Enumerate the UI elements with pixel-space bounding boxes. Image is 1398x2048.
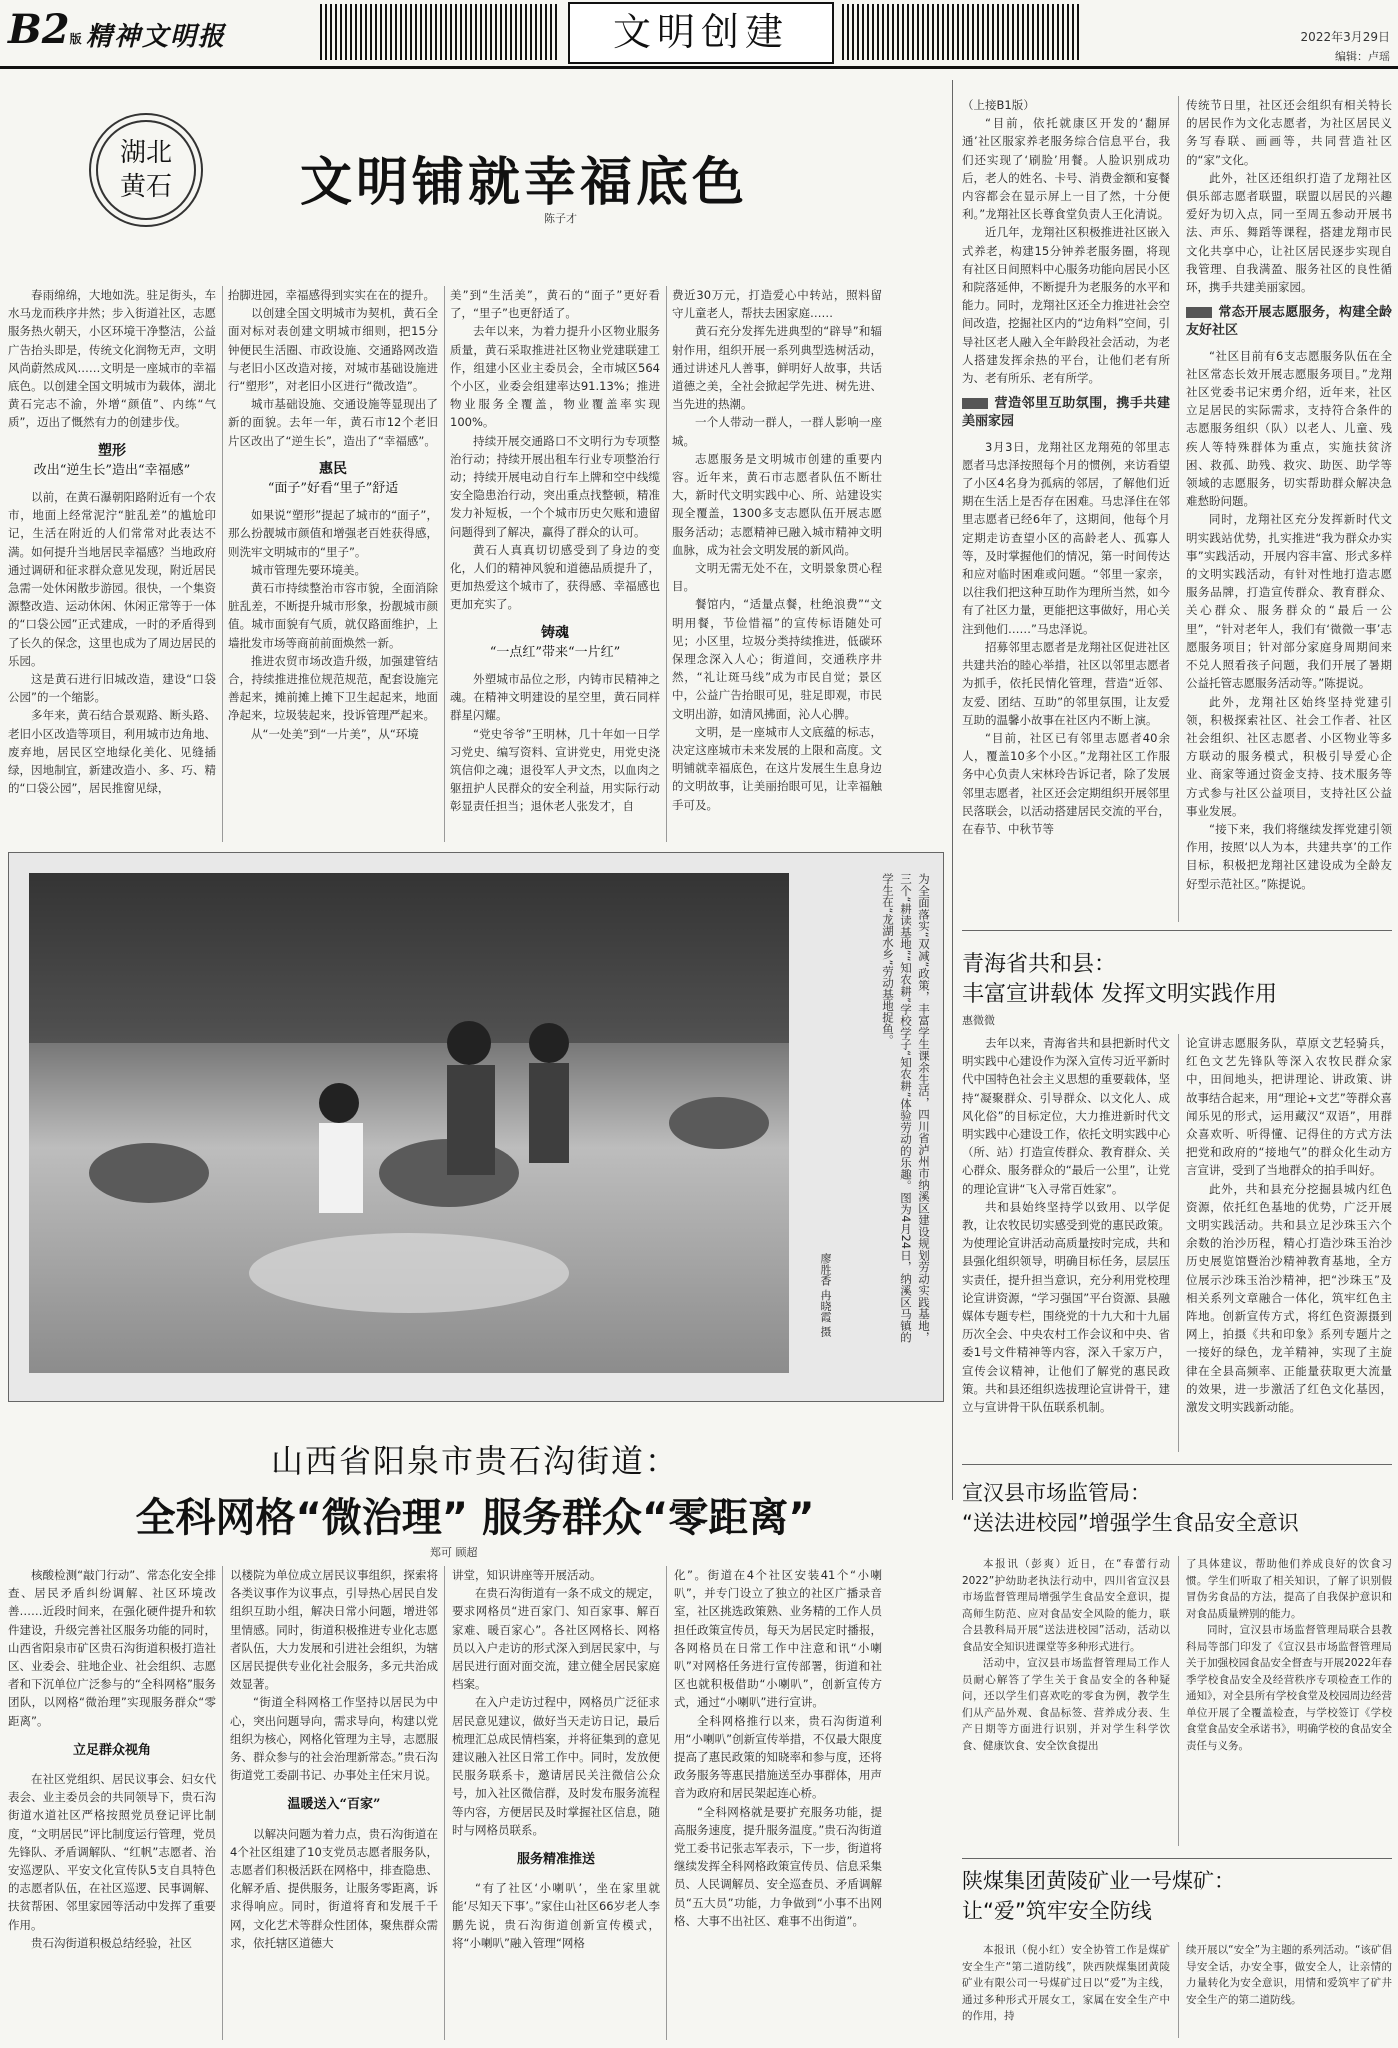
bar-icon [1186, 307, 1212, 318]
section-divider [962, 930, 1392, 931]
section-subhead: 服务精准推送 [516, 1852, 595, 1868]
news-photo [8, 852, 944, 1402]
article-column: 抬脚进园，幸福感得到实实在在的提升。 以创建全国文明城市为契机，黄石全面对标对表创建文明城市细则，把15分钟便民生活圈、市政设施、交通路网改造与老旧小区改造对接，对城市基础设施进行“塑形”，对老旧小区进行“微改造”。 城市基础设施、交通设施等显现出了新的面貌。去年一年，黄石市12个老旧片区改出了“逆生长”，造出了“幸福感”。 惠民 “面子”好看“里子”舒适 如果说“塑形”提起了城市的“面子”，那么扮靓城市颜值和增强老百姓获得感，则洗牢文明城市的“里子”。 城市管理先要环境美。 黄石市持续整治市容市貌，全面消除脏乱差，不断提升城市形象，扮靓城市颜值。城市面貌有气质，就仅路面维护，上墙批发市场等商前前面焕然一新。 推进农贸市场改造升级，加强建管结合，持续推进推位规范规范，配套设施完善起来，摊前摊上摊下卫生起起来，地面净起来，垃圾装起来，投诉管理严起来。 从“一处美”到“一片美”，从“环境 [228, 288, 438, 741]
header-stripes-right [842, 4, 1080, 60]
article-column: 以楼院为单位成立居民议事组织，探索将各类议事作为议事点，引导热心居民自发组织互助小组，解决日常小问题，增进邻里情感。同时，街道积极推进专业化志愿者队伍，大力发展和引进社会组织，为辖区居民提供专业化社会服务，多元共治成效显著。 “街道全科网格工作坚持以居民为中心，突出问题导向，需求导向，构建以党组织为核心，网格化管理为主导，志愿服务、群众参与的社会治理新常态。”贵石沟街道党工委副书记、办事处主任宋月说。 温暖送入“百家” 以解决问题为着力点，贵石沟街道在4个社区组建了10支党员志愿者服务队，志愿者们积极活跃在网格中，排查隐患、化解矛盾、提供服务，让服务零距离，诉求得响应。同时，街道将育和发展千千网，文化艺术等群众性团体，聚焦群众需求，依托辖区道德大 [230, 1568, 438, 1950]
column-rule [952, 80, 953, 1500]
article-column: 讲堂，知识讲座等开展活动。 在贵石沟街道有一条不成文的规定，要求网格员“进百家门、知百家事、解百家难、暖百家心”。各社区网格长、网格员以入户走访的形式深入到居民家中，与居民进行面对面交流，建立健全居民家庭档案。 在入户走访过程中，网格员广泛征求居民意见建议，做好当天走访日记，最后梳理汇总成民情档案，并将征集到的意见建议融入社区日常工作中。同时，发放便民服务联系卡，邀请居民关注微信公众号，加入社区微信群，及时发布服务流程等内容，方便居民及时掌握社区信息，随时与网格员联系。 服务精准推送 “有了社区‘小喇叭’，坐在家里就能‘尽知天下事’。”家住山社区66岁老人李鹏先说，贵石沟街道创新宣传模式，将“小喇叭”融入管理“网格 [452, 1568, 660, 1950]
article-byline: 陈子才 [544, 212, 577, 225]
region-stamp: 湖北 黄石 [96, 120, 196, 220]
column-rule [222, 1566, 223, 2040]
article-column: 本报讯（倪小红）安全协管工作是煤矿安全生产“第二道防线”，陕西陕煤集团黄陵矿业有限公司一号煤矿过日以“爱”为主线，通过多种形式开展女工，家属在安全生产中的作用，持 [962, 1944, 1170, 2022]
section-divider [962, 1858, 1392, 1859]
section-subhead: 营造邻里互助氛围，携手共建美丽家园 [962, 396, 1170, 430]
article-column: 本报讯（彭爽）近日，在“春蕾行动2022”护幼助老执法行动中，四川省宣汉县市场监督管理局增强学生食品安全意识，提高师生防范、应对食品安全风险的能力，联合县教科局开展“送法进校园”活动，活动以食品安全知识进课堂等多种形式进行。 活动中，宣汉县市场监督管理局工作人员耐心解答了学生关于食品安全的各种疑问，还以学生们喜欢吃的零食为例，教学生们从产品外观、食品标签、营养成分表、生产日期等方面进行识别，并对学生科学饮食、健康饮食、安全饮食提出 [962, 1558, 1170, 1752]
column-rule [666, 286, 667, 842]
article-column: 了具体建议，帮助他们养成良好的饮食习惯。学生们听取了相关知识，了解了识别假冒伪劣食品的方法，提高了自我保护意识和对食品质量辨别的能力。 同时，宣汉县市场监督管理局联合县教科局等部门印发了《宣汉县市场监督管理局关于加强校园食品安全督查与开展2022年春季学校食品安全及经营秩序专项检查工作的通知》，对全县所有学校食堂及校园周边经营单位开展了全覆盖检查，与学校签订《学校食堂食品安全承诺书》，明确学校的食品安全责任与义务。 [1186, 1558, 1392, 1752]
article-headline: 全科网格“微治理” 服务群众“零距离” [135, 1495, 815, 1541]
article-column: 春雨绵绵，大地如洗。驻足街头，车水马龙而秩序井然；步入街道社区，志愿服务热火朝天，小区环境干净整洁，公益广告抬头即是，传统文化润物无声，文明风尚蔚然成风……文明是一座城市的幸福底色。以创建全国文明城市为载体，湖北黄石完志不渝，外增“颜值”、内练“气质”，迈出了慨然有力的创建步伐。 塑形 改出“逆生长”造出“幸福感” 以前，在黄石瀑朝阳路附近有一个农市，地面上经常泥泞“脏乱差”的尴尬印记，生活在附近的人们常常对此表达不满。如何提升当地居民幸福感？当地政府通过调研和征求群众意见发现，附近居民急需一处休闲散步游园。很快，一个集资源整改造、运动休闲、休闲正常等于一体的“口袋公园”正式建成，一时的矛盾得到了长久的保念，这里也成为了周边居民的乐园。 这是黄石进行旧城改造，建设“口袋公园”的一个缩影。 多年来，黄石结合景观路、断头路、老旧小区改造等项目，利用城市边角地、废弃地，居民区空地绿化美化、见缝插绿，因地制宜，新建改造小、多、巧、精的“口袋公园”，居民推窗见绿， [8, 288, 216, 796]
section-subhead: 塑形 [98, 442, 126, 459]
issue-date: 2022年3月29日 [1300, 30, 1390, 44]
column-rule [1178, 96, 1179, 922]
article-byline: 惠微微 [962, 1014, 995, 1027]
column-rule [444, 286, 445, 842]
article-headline: 文明铺就幸福底色 [300, 153, 749, 213]
article-column: 核酸检测“敲门行动”、常态化安全排查、居民矛盾纠纷调解、社区环境改善……近段时间来，在强化硬件提升和软件建设，升级完善社区服务功能的同时，山西省阳泉市矿区贵石沟街道积极打造社区、业委会、驻地企业、社会组织、志愿者和下沉单位广泛参与的“全科网格”服务团队，以网格“微治理”实现服务群众“零距离”。 立足群众视角 在社区党组织、居民议事会、妇女代表会、业主委员会的共同领导下，贵石沟街道水道社区严格按照党员登记评比制度，“文明居民”评比制度运行管理，党员先锋队、矛盾调解队、“红帆”志愿者、治安巡逻队、平安文化宣传队5支自具特色的志愿者队伍，在社区巡逻、民事调解、扶贫帮困、邻里家园等活动中发挥了重要作用。 贵石沟街道积极总结经验，社区 [8, 1568, 216, 1950]
article-headline: 青海省共和县： 丰富宣讲载体 发挥文明实践作用 [962, 952, 1277, 1007]
article-column: 论宣讲志愿服务队，草原文艺轻骑兵，红色文艺先锋队等深入农牧民群众家中，田间地头，把讲理论、讲政策、讲故事结合起来，用“理论+文艺”等群众喜闻乐见的形式，运用藏汉“双语”，用群众喜欢听、听得懂、记得住的方式方法把党和政府的“接地气”的群众化生动方言宣讲，受到了当地群众的拍手叫好。 此外，共和县充分挖掘县城内红色资源，依托红色基地的优势，广泛开展文明实践活动。共和县立足沙珠玉六个余数的治沙历程，精心打造沙珠玉治沙历史展览馆暨治沙精神教育基地，全方位展示沙珠玉治沙精神，把“沙珠玉”及相关系列文章融合一体化，筑牢红色主阵地。创新宣传方式，将红色资源摄到网上，拍摄《共和印象》系列专题片之一接好的绿色，龙羊精神，实现了主旋律在全县高频率、正能量获取更大流量的效果，进一步激活了红色文化基因，激发文明实践新动能。 [1186, 1036, 1392, 1415]
article-kicker: 山西省阳泉市贵石沟街道： [270, 1442, 679, 1480]
section-subhead: 常态开展志愿服务，构建全龄友好社区 [1186, 305, 1392, 339]
header-rule [0, 66, 1398, 69]
editor-credit: 编辑：卢瑶 [1335, 50, 1390, 63]
header-stripes-left [320, 4, 558, 60]
column-rule [1178, 1942, 1179, 2038]
masthead: 精神文明报 [86, 22, 227, 52]
photo-credit: 廖胜香 冉晓霞 摄 [819, 1253, 832, 1337]
article-column: 续开展以“安全”为主题的系列活动。“该矿倡导安全话，办安全事，做安全人，让亲情的力量转化为安全意识，用情和爱筑牢了矿井安全生产的第二道防线。 [1186, 1944, 1392, 2006]
article-column: 美”到“生活美”，黄石的“面子”更好看了，“里子”也更舒适了。 去年以来，为着力提升小区物业服务质量，黄石采取推进社区物业党建联建工作，组建小区业主委员会，全市城区564个小区，业委会组建率达91.13%；推进物业服务全覆盖，物业覆盖率实现100%。 持续开展交通路口不文明行为专项整治行动；持续开展出租车行业专项整治行动；持续开展电动自行车上牌和空中线缆安全隐患治行动，突出重点找整顿，精准发力补短板，一个个城市历史欠账和遗留问题得到了解决，赢得了群众的认可。 黄石人真真切切感受到了身边的变化，人们的精神风貌和道德品质提升了，更加热爱这个城市了，获得感、幸福感也更加充实了。 铸魂 “一点红”带来“一片红” 外塑城市品位之形，内铸市民精神之魂。在精神文明建设的星空里，黄石同样群星闪耀。 “党史爷爷”王明林，几十年如一日学习党史、编写资料、宣讲党史，用党史浇筑信仰之魂；退役军人尹文杰，以血肉之躯扭护人民群众的安全利益，用实际行动彰显责任担当；退休老人张发才，自 [450, 288, 660, 814]
children-catching-fish-photo [29, 873, 789, 1373]
section-subhead: 温暖送入“百家” [287, 1797, 381, 1813]
article-column: （上接B1版） “目前，依托就康区开发的‘翻屏通’社区服家养老服务综合信息平台，我们还实现了‘刷脸’用餐。人脸识别成功后，老人的姓名、卡号、消费金额和宴餐内容都会在显示屏上一目了然，十分便利。”龙翔社区长尊食堂负责人王化清说。 近几年，龙翔社区积极推进社区嵌入式养老，构建15分钟养老服务圈，将现有社区日间照料中心服务功能向居民小区和院落延伸，不断提升为老服务的水平和能力。同时，龙翔社区还全力推进社会空间改造，挖掘社区内的“边角料”空间，引导社区老人融入全年龄段社会活动，为老人搭建发挥余热的平台，让他们老有所为、老有所乐、老有所学。 营造邻里互助氛围，携手共建美丽家园 3月3日，龙翔社区龙翔苑的邻里志愿者马忠泽按照每个月的惯例，来访看望了小区4名身为孤病的邻居，了解他们近期在生活上是否存在困难。马忠泽住在邻里志愿者已经6年了，这期间，他每个月定期走访查望小区的高龄老人、孤寡人等，及时掌握他们的情况，第一时间传达和应对临时困难或问题。“邻里一家亲，以往我们把这种互助作为理所当然，如今有了社区力量，更能把这事做好，用心关注到他们……”马忠泽说。 招募邻里志愿者是龙翔社区促进社区共建共治的睦心举措，社区以邻里志愿者为抓手，依托民情化管理，营造“近邻、友爱、团结、互助”的邻里氛围，让友爱互助的温馨小故事在社区内不断上演。 “目前，社区已有邻里志愿者40余人，覆盖10多个小区。”龙翔社区工作服务中心负责人宋林玲告诉记者，除了发展邻里志愿者，社区还会定期组织开展邻里民落联会，以活动搭建居民交流的平台，在春节、中秋节等 [962, 98, 1170, 836]
section-divider [962, 1464, 1392, 1465]
continued-label: （上接B1版） [962, 98, 1035, 112]
section-subhead: 铸魂 [541, 624, 569, 641]
page-number: B2版 [8, 6, 82, 53]
section-title: 文明创建 [568, 2, 834, 64]
bar-icon [962, 398, 988, 409]
article-column: 化”。街道在4个社区安装41个“小喇叭”，并专门设立了独立的社区广播录音室，社区挑选政策熟、业务精的工作人员担任政策宣传员，每天为居民定时播报，各网格员在日常工作中注意和讯“小喇叭”对网格任务进行宣传部署，街道和社区也就积极借助“小喇叭”，创新宣传方式，通过“小喇叭”进行宣讲。 全科网格推行以来，贵石沟街道利用“小喇叭”创新宣传举措，不仅最大限度提高了惠民政策的知晓率和参与度，还将政务服务等惠民措施送至办事群体，用声音为政府和居民架起连心桥。 “全科网格就是要扩充服务功能，提高服务速度，提升服务温度。”贵石沟街道党工委书记张志军表示，下一步，街道将继续发挥全科网格政策宣传员、信息采集员、人民调解员、安全巡查员、矛盾调解员“五大员”功能，力争做到“小事不出网格、大事不出社区、难事不出街道”。 [674, 1568, 882, 1928]
section-subhead: 改出“逆生长”造出“幸福感” [33, 462, 191, 478]
column-rule [222, 286, 223, 842]
article-headline: 陕煤集团黄陵矿业一号煤矿： 让“爱”筑牢安全防线 [962, 1869, 1235, 1923]
article-headline: 宣汉县市场监管局： “送法进校园”增强学生食品安全意识 [962, 1481, 1299, 1535]
photo-caption: 为全面落实“双减”政策，丰富学生课余生活，四川省泸州市纳溪区建设规划劳动实践基地，三个“耕读基地”“知农耕”学校学子“知农耕”体验劳动的乐趣。图为4月24日，纳溪区马镇的学生在“龙湖水乡”劳动基地捉鱼。 [881, 873, 931, 1343]
section-subhead: “面子”好看“里子”舒适 [267, 481, 399, 497]
section-subhead: “一点红”带来“一片红” [489, 644, 621, 660]
column-rule [1178, 1556, 1179, 1846]
column-rule [1178, 1034, 1179, 1452]
article-column: 去年以来，青海省共和县把新时代文明实践中心建设作为深入宣传习近平新时代中国特色社会主义思想的重要载体，坚持“凝聚群众、引导群众、以文化人、成风化俗”的目标定位，大力推进新时代文明实践中心建设工作，依托文明实践中心（所、站）打造宣传群众、教育群众、关心群众、服务群众的“最后一公里”，让党的理论宣讲“飞入寻常百姓家”。 共和县始终坚持学以致用、以学促教，让农牧民切实感受到党的惠民政策。为使理论宣讲活动高质量按时完成，共和县强化组织领导，明确目标任务，层层压实责任，提升担当意识，充分利用党校理论宣讲资源，“学习强国”平台资源、县融媒体专题专栏，围绕党的十九大和十九届历次全会、中央农村工作会议和中央、省委1号文件精神等内容，深入千家万户，宣传会议精神，让他们了解党的惠民政策。共和县还组织选拔理论宣讲骨干，建立与宣讲骨干队伍联系机制。 [962, 1036, 1170, 1415]
article-column: 费近30万元，打造爱心中转站，照料留守儿童老人，帮扶去困家庭…… 黄石充分发挥先进典型的“辟导”和辐射作用，组织开展一系列典型选树活动，通过讲述凡人善事，鲜明好人故事，共话道德之美，全社会掀起学先进、树先进、当先进的热潮。 一个人带动一群人，一群人影响一座城。 志愿服务是文明城市创建的重要内容。近年来，黄石市志愿者队伍不断壮大，新时代文明实践中心、所、站建设实现全覆盖，1300多支志愿队伍开展志愿服务活动；志愿精神已融入城市精神文明血脉，成为社会文明发展的新风尚。 文明无需无处不在，文明景象贯心程目。 餐馆内，“适量点餐，杜绝浪费”“文明用餐，节俭惜福”的宣传标语随处可见；小区里，垃圾分类持续推进，低碳环保理念深入人心；街道间，交通秩序井然，“礼让斑马线”成为市民自觉；景区中，公益广告抬眼可见，驻足即观，市民文明出游，如清风拂面，沁人心脾。 文明，是一座城市人文底蕴的标志，决定这座城市未来发展的上限和高度。文明铺就幸福底色，在这片发展生生息身边的文明故事，让美丽抬眼可见，让幸福触手可及。 [672, 288, 882, 812]
section-subhead: 惠民 [319, 460, 347, 477]
article-column: 传统节日里，社区还会组织有相关特长的居民作为文化志愿者，为社区居民义务写春联、画画等，共同营造社区的“家”文化。 此外，社区还组织打造了龙翔社区俱乐部志愿者联盟，联盟以居民的兴趣爱好为切入点，同一至周五参动开展书法、声乐、舞蹈等课程，搭建龙翔市民文化共享中心，让社区居民逐步实现自我管理、自我满盈、服务社区的良性循环，携手共建美丽家园。 常态开展志愿服务，构建全龄友好社区 “社区目前有6支志愿服务队伍在全社区常态长效开展志愿服务项目。”龙翔社区党委书记宋勇介绍，近年来，社区立足居民的实际需求，支持符合条件的志愿服务组织（队）以老人、儿童、残疾人等特殊群体为重点，实施扶贫济困、救孤、助残、救灾、助医、助学等领域的志愿服务，切实帮助群众解决急难愁盼问题。 同时，龙翔社区充分发挥新时代文明实践站优势，扎实推进“我为群众办实事”实践活动，开展内容丰富、形式多样的文明实践活动，有针对性地打造志愿服务品牌，打造宣传群众、教育群众、关心群众、服务群众的“最后一公里”，“针对老年人，我们有‘微微一事’志愿服务项目；针对部分家庭身周期间来不兑人照看孩子问题，我们开展了暑期公益托管志愿服务活动等。”陈提说。 此外，龙翔社区始终坚持党建引领，积极探索社区、社会工作者、社区社会组织、社区志愿者、小区物业等多方联动的服务模式，积极引导爱心企业、商家等通过资金支持、技术服务等方式参与社区公益项目，支持社区公益事业发展。 “接下来，我们将继续发挥党建引领作用，按照‘以人为本，共建共享’的工作目标，积极把龙翔社区建设成为全龄友好型示范社区。”陈提说。 [1186, 98, 1392, 891]
article-byline: 郑可 顾超 [430, 1546, 478, 1559]
column-rule [444, 1566, 445, 2040]
column-rule [666, 1566, 667, 2040]
section-subhead: 立足群众视角 [72, 1742, 151, 1758]
